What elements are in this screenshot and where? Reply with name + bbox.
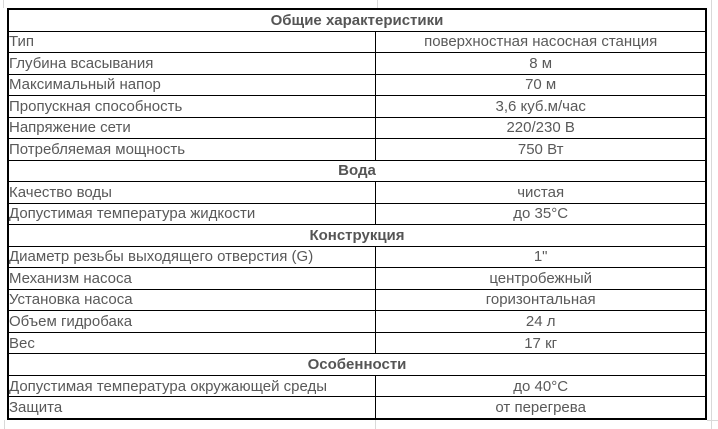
table-row: [8, 375, 706, 397]
spec-value: чистая: [376, 182, 706, 204]
table-row: [8, 74, 706, 96]
table-row: [8, 289, 706, 311]
spec-label: Напряжение сети: [8, 117, 376, 139]
spec-label: Качество воды: [8, 182, 376, 204]
table-row: [8, 96, 706, 118]
spec-value: до 35°С: [376, 203, 706, 225]
spec-label: Механизм насоса: [8, 268, 376, 290]
grid-line: [377, 0, 378, 8]
spec-value: до 40°С: [376, 375, 706, 397]
spec-value: 3,6 куб.м/час: [376, 96, 706, 118]
spec-label: Допустимая температура жидкости: [8, 203, 376, 225]
spec-label: Тип: [8, 31, 376, 53]
table-row: [8, 246, 706, 268]
spec-label: Пропускная способность: [8, 96, 376, 118]
grid-line: [4, 420, 5, 429]
section-header: Общие характеристики: [8, 9, 706, 31]
spec-label: Допустимая температура окружающей среды: [8, 375, 376, 397]
table-row: [8, 182, 706, 204]
specs-table: [7, 8, 707, 420]
table-row: [8, 203, 706, 225]
section-header-row: [8, 9, 706, 31]
spec-label: Потребляемая мощность: [8, 139, 376, 161]
spec-value: горизонтальная: [376, 289, 706, 311]
grid-line: [707, 420, 718, 421]
table-row: [8, 53, 706, 75]
table-row: [8, 397, 706, 419]
spec-value: от перегрева: [376, 397, 706, 419]
spec-value: 220/230 В: [376, 117, 706, 139]
table-row: [8, 31, 706, 53]
spec-value: поверхностная насосная станция: [376, 31, 706, 53]
spec-value: 750 Вт: [376, 139, 706, 161]
spec-label: Защита: [8, 397, 376, 419]
spec-label: Диаметр резьбы выходящего отверстия (G): [8, 246, 376, 268]
spec-label: Вес: [8, 332, 376, 354]
spec-label: Максимальный напор: [8, 74, 376, 96]
table-row: [8, 311, 706, 333]
section-header-row: [8, 354, 706, 376]
spec-label: Установка насоса: [8, 289, 376, 311]
table-row: [8, 139, 706, 161]
spec-value: центробежный: [376, 268, 706, 290]
spec-value: 1": [376, 246, 706, 268]
table-row: [8, 117, 706, 139]
table-row: [8, 268, 706, 290]
grid-line: [711, 0, 712, 429]
spec-value: 70 м: [376, 74, 706, 96]
spec-value: 24 л: [376, 311, 706, 333]
section-header: Конструкция: [8, 225, 706, 247]
spec-value: 17 кг: [376, 332, 706, 354]
section-header-row: [8, 225, 706, 247]
section-header: Вода: [8, 160, 706, 182]
spec-label: Глубина всасывания: [8, 53, 376, 75]
grid-line: [3, 0, 4, 8]
spec-label: Объем гидробака: [8, 311, 376, 333]
grid-line: [375, 420, 376, 429]
section-header: Особенности: [8, 354, 706, 376]
table-row: [8, 332, 706, 354]
section-header-row: [8, 160, 706, 182]
spec-value: 8 м: [376, 53, 706, 75]
